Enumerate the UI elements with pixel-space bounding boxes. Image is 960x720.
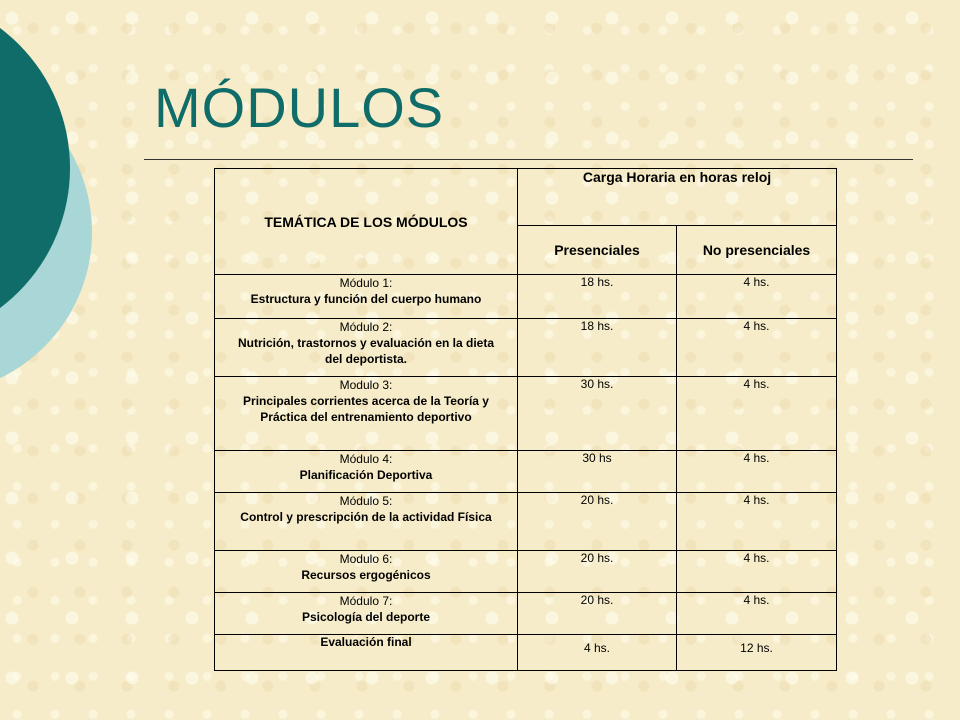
no-presenciales-value: 4 hs. [677, 493, 837, 551]
dark-teal-circle [0, 0, 70, 343]
header-no-presenciales: No presenciales [677, 226, 837, 275]
module-number: Módulo 7: [339, 594, 393, 608]
module-number: Módulo 2: [339, 320, 393, 334]
table-row [215, 319, 837, 377]
modules-table [214, 168, 837, 671]
header-workload: Carga Horaria en horas reloj [518, 169, 837, 226]
module-number: Módulo 4: [339, 452, 393, 466]
module-name: Estructura y función del cuerpo humano [250, 292, 482, 306]
presenciales-value: 18 hs. [518, 275, 677, 319]
module-number: Módulo 1: [339, 276, 393, 290]
module-name: Planificación Deportiva [299, 468, 433, 482]
presenciales-value: 18 hs. [518, 319, 677, 377]
table-row [215, 551, 837, 593]
title-divider [144, 159, 913, 160]
presenciales-value: 20 hs. [518, 593, 677, 635]
module-name: Principales corrientes acerca de la Teoría y Práctica del entrenamiento deportivo [243, 394, 489, 424]
no-presenciales-value: 4 hs. [677, 377, 837, 451]
module-name: Recursos ergogénicos [301, 568, 431, 582]
final-no-presenciales-value: 12 hs. [677, 635, 837, 671]
module-number: Módulo 5: [339, 494, 393, 508]
module-cell [215, 593, 518, 635]
module-number: Modulo 3: [339, 378, 393, 392]
final-row [215, 635, 837, 671]
module-cell [215, 493, 518, 551]
module-name: Nutrición, trastornos y evaluación en la dieta del deportista. [237, 336, 495, 366]
table-row [215, 377, 837, 451]
table-row [215, 275, 837, 319]
module-cell [215, 451, 518, 493]
light-teal-circle [0, 70, 92, 394]
module-cell [215, 319, 518, 377]
module-cell [215, 551, 518, 593]
header-topic: TEMÁTICA DE LOS MÓDULOS [215, 169, 518, 275]
presenciales-value: 30 hs. [518, 377, 677, 451]
presenciales-value: 20 hs. [518, 551, 677, 593]
module-cell [215, 275, 518, 319]
module-cell [215, 377, 518, 451]
page-title: MÓDULOS [154, 76, 445, 139]
final-evaluation-label: Evaluación final [215, 635, 518, 671]
header-row-1 [215, 169, 837, 226]
no-presenciales-value: 4 hs. [677, 451, 837, 493]
no-presenciales-value: 4 hs. [677, 319, 837, 377]
module-number: Modulo 6: [339, 552, 393, 566]
table-row [215, 593, 837, 635]
table-row [215, 451, 837, 493]
module-name: Psicología del deporte [301, 610, 431, 624]
no-presenciales-value: 4 hs. [677, 275, 837, 319]
module-name: Control y prescripción de la actividad Física [240, 510, 492, 524]
final-presenciales-value: 4 hs. [518, 635, 677, 671]
header-presenciales: Presenciales [518, 226, 677, 275]
table-row [215, 493, 837, 551]
no-presenciales-value: 4 hs. [677, 593, 837, 635]
presenciales-value: 20 hs. [518, 493, 677, 551]
no-presenciales-value: 4 hs. [677, 551, 837, 593]
presenciales-value: 30 hs [518, 451, 677, 493]
